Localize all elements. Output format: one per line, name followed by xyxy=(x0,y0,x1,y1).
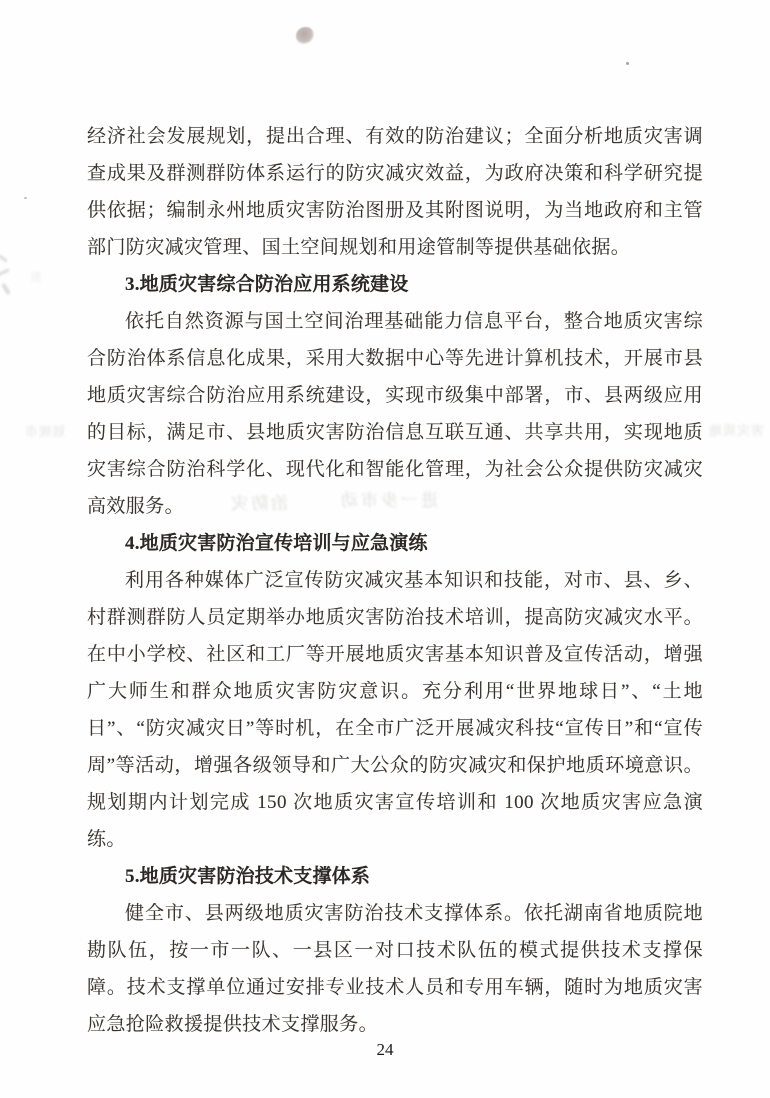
scan-smudge xyxy=(296,27,314,44)
bleed-through-text: 害灾质地 xyxy=(707,423,764,438)
paragraph-section-3: 依托自然资源与国土空间治理基础能力信息平台，整合地质灾害综合防治体系信息化成果，采用大数据中心等先进计算机技术，开展市县地质灾害综合防治应用系统建设，实现市级集中部署，市、县两级应用的目标，满足市、县地质灾害防治信息互联互通、共享共用，实现地质灾害综合防治科学化、现代化和智能化管理，为社会公众提供防灾减灾高效服务。 xyxy=(87,311,703,517)
scan-speck xyxy=(626,62,629,65)
scan-edge-marks xyxy=(0,255,22,307)
paragraph-continued: 经济社会发展规划，提出合理、有效的防治建议；全面分析地质灾害调查成果及群测群防体系运行的防灾减灾效益，为政府决策和科学研究提供依据；编制永州地质灾害防治图册及其附图说明，为当地政府和主管部门防灾减灾管理、国土空间规划和用途管制等提供基础依据。 xyxy=(87,126,703,258)
document-body xyxy=(87,118,703,1043)
paragraph-section-5: 健全市、县两级地质灾害防治技术支撑体系。依托湖南省地质院地勘队伍，按一市一队、一县区一对口技术队伍的模式提供技术支撑保障。技术支撑单位通过安排专业技术人员和专用车辆，随时为地质灾害应急抢险救援提供技术支撑服务。 xyxy=(87,903,703,1035)
bleed-through-text: 治防灾 xyxy=(228,494,288,513)
section-heading-5: 5.地质灾害防治技术支撑体系 xyxy=(125,866,371,887)
bleed-through-text: 划规市 xyxy=(23,424,66,439)
paragraph-section-4: 利用各种媒体广泛宣传防灾减灾基本知识和技能，对市、县、乡、村群测群防人员定期举办地质灾害防治技术培训，提高防灾减灾水平。在中小学校、社区和工厂等开展地质灾害基本知识普及宣传活动，增强广大师生和群众地质灾害防灾意识。充分利用“世界地球日”、“土地日”、“防灾减灾日”等时机，在全市广泛开展减灾科技“宣传日”和“宣传周”等活动，增强各级领导和广大公众的防灾减灾和保护地质环境意识。规划期内计划完成 150 次地质灾害宣传培训和 100 次地质灾害应急演练。 xyxy=(87,570,703,850)
page-number: 24 xyxy=(376,1040,394,1059)
section-heading-3: 3.地质灾害综合防治应用系统建设 xyxy=(125,274,409,295)
bleed-through-text: 进一步市动 xyxy=(338,491,438,510)
scan-speck xyxy=(24,197,27,199)
scan-edge-smear: 迹 xyxy=(30,270,45,284)
section-heading-4: 4.地质灾害防治宣传培训与应急演练 xyxy=(125,533,428,554)
